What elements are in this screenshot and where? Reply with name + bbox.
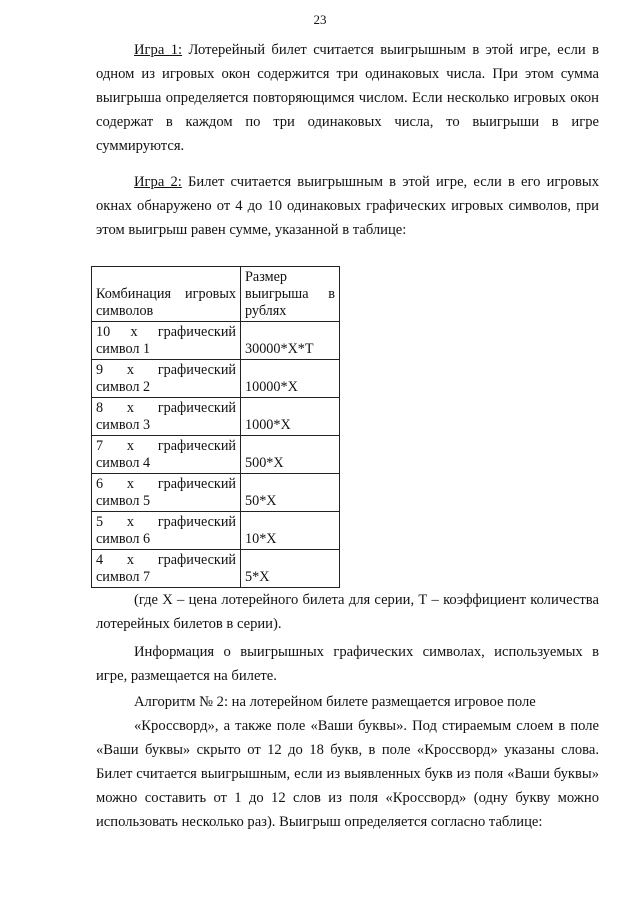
table-row (92, 436, 340, 474)
combination-cell: 10 х графический символ 1 (92, 322, 241, 360)
header-combination: Комбинация игровых символов (92, 267, 241, 322)
game1-label: Игра 1: (134, 42, 183, 58)
prize-cell: 10*Х (241, 512, 340, 550)
prize-cell: 1000*Х (241, 398, 340, 436)
prize-table (91, 266, 340, 588)
prize-cell: 10000*Х (241, 360, 340, 398)
info-paragraph: Информация о выигрышных графических символах, используемых в игре, размещается на билете. (96, 644, 599, 684)
game2-label: Игра 2: (134, 174, 182, 190)
combination-cell: 7 х графический символ 4 (92, 436, 241, 474)
game2-text: Билет считается выигрышным в этой игре, если в его игровых окнах обнаружено от 4 до 10 одинаковых графических игровых символов, при этом выигрыш равен сумме, указанной в таблице: (96, 174, 599, 238)
combination-cell: 8 х графический символ 3 (92, 398, 241, 436)
page-number: 23 (313, 12, 327, 27)
prize-cell: 500*Х (241, 436, 340, 474)
game1-paragraph (96, 38, 599, 158)
combination-cell: 4 х графический символ 7 (92, 550, 241, 588)
table-row (92, 512, 340, 550)
table-row (92, 322, 340, 360)
prize-cell: 5*Х (241, 550, 340, 588)
prize-cell: 30000*Х*Т (241, 322, 340, 360)
table-row (92, 360, 340, 398)
table-row (92, 550, 340, 588)
algorithm-heading-line: Алгоритм № 2: на лотерейном билете размещается игровое поле (134, 694, 536, 710)
prize-cell: 50*Х (241, 474, 340, 512)
algorithm-paragraph: «Кроссворд», а также поле «Ваши буквы». Под стираемым слоем в поле «Ваши буквы» скрыто от 12 до 18 букв, в поле «Кроссворд» указаны слова. Билет считается выигрышным, если из выявленных букв из поля «Ваши буквы» можно составить от 1 до 12 слов из поля «Кроссворд» (одну букву можно использовать несколько раз). Выигрыш определяется согласно таблице: (96, 718, 599, 830)
table-row (92, 474, 340, 512)
header-prize: Размер выигрыша в рублях (241, 267, 340, 322)
table-row (92, 398, 340, 436)
game2-paragraph (96, 170, 599, 242)
table-header-row (92, 267, 340, 322)
game1-text: Лотерейный билет считается выигрышным в этой игре, если в одном из игровых окон содержится три одинаковых числа. При этом сумма выигрыша определяется повторяющимся числом. Если несколько игровых окон содержат в каждом по три одинаковых числа, то выигрыши в игре суммируются. (96, 42, 599, 154)
note-paragraph: (где Х – цена лотерейного билета для серии, Т – коэффициент количества лотерейных билетов в серии). (96, 592, 599, 632)
combination-cell: 9 х графический символ 2 (92, 360, 241, 398)
combination-cell: 5 х графический символ 6 (92, 512, 241, 550)
combination-cell: 6 х графический символ 5 (92, 474, 241, 512)
